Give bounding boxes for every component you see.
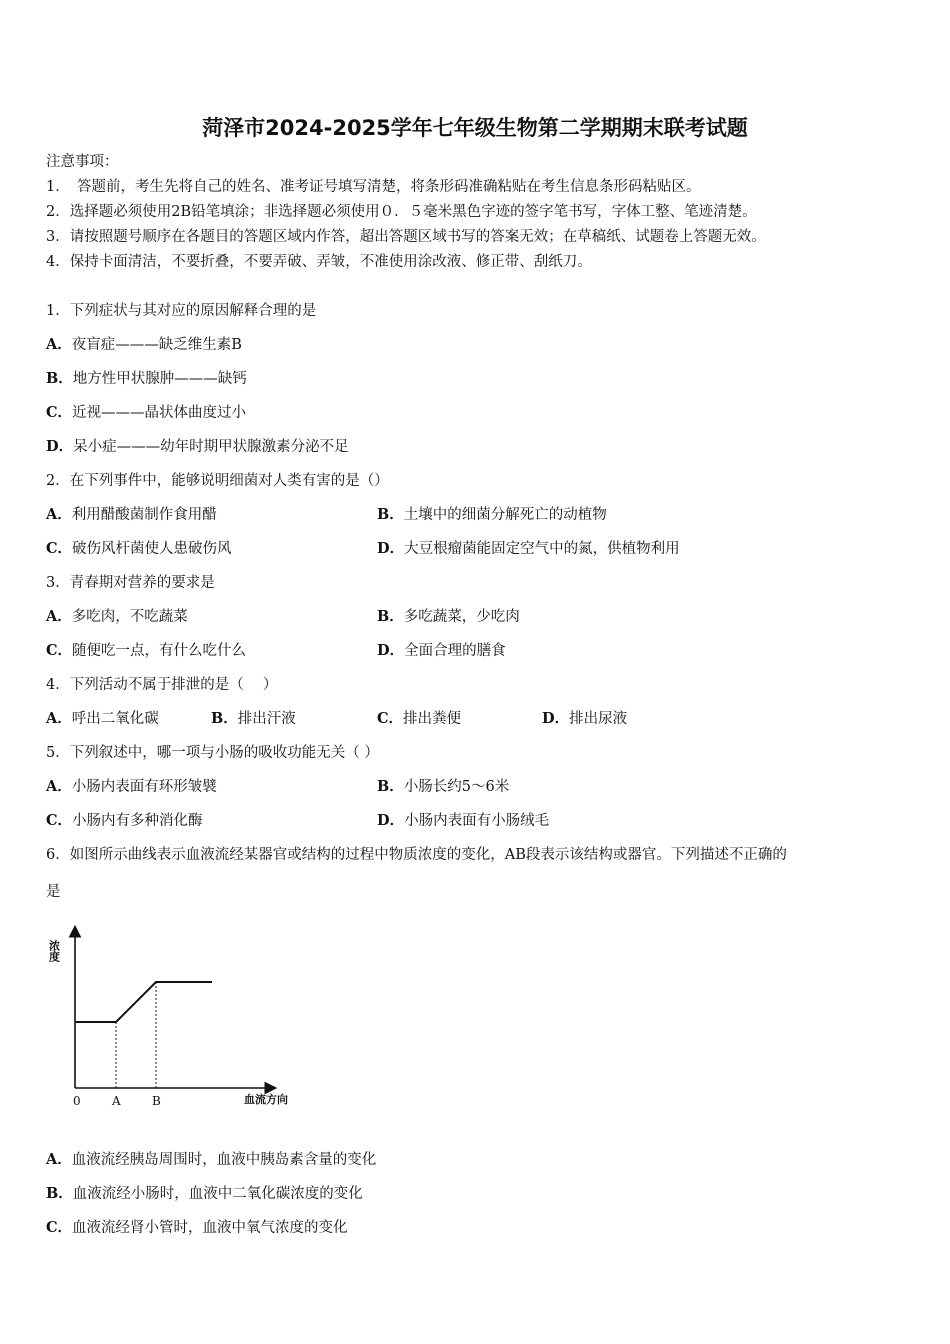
notice-heading: 注意事项：: [46, 154, 119, 170]
q1-option-d: [46, 437, 349, 457]
option-text: 小肠内表面有小肠绒毛: [404, 813, 550, 829]
q2-option-d: [377, 539, 680, 559]
option-text: 利用醋酸菌制作食用醋: [71, 507, 217, 523]
q1-option-c: [46, 403, 246, 423]
y-axis-label: 浓度: [47, 940, 61, 962]
option-label: A．: [46, 710, 72, 727]
option-label: C．: [46, 642, 73, 659]
option-text: 多吃蔬菜，少吃肉: [403, 609, 520, 625]
tick-label-origin: 0: [73, 1094, 81, 1108]
q3-option-c: [46, 641, 246, 661]
option-label: A．: [46, 336, 72, 353]
q4-option-d: [542, 709, 627, 729]
q6-option-b: [46, 1184, 363, 1204]
question-2-stem: 2．在下列事件中，能够说明细菌对人类有害的是（）: [46, 473, 389, 489]
q1-option-b: [46, 369, 247, 389]
q2-option-a: [46, 505, 217, 525]
option-label: C．: [377, 710, 404, 727]
option-text: 血液流经胰岛周围时，血液中胰岛素含量的变化: [71, 1152, 377, 1168]
notice-item: 3．请按照题号顺序在各题目的答题区域内作答，超出答题区域书写的答案无效；在草稿纸、试题卷上答题无效。: [46, 229, 766, 245]
option-text: 大豆根瘤菌能固定空气中的氮，供植物利用: [404, 541, 680, 557]
option-label: A．: [46, 506, 72, 523]
concentration-curve: [75, 982, 212, 1022]
q3-option-d: [377, 641, 506, 661]
question-4-stem: 4．下列活动不属于排泄的是（ ）: [46, 677, 278, 693]
question-6-stem-line1: 6．如图所示曲线表示血液流经某器官或结构的过程中物质浓度的变化，AB段表示该结构或器官。下列描述不正确的: [46, 847, 787, 863]
option-text: 地方性甲状腺肿———缺钙: [72, 371, 247, 387]
option-text: 呼出二氧化碳: [71, 711, 159, 727]
q2-option-b: [377, 505, 607, 525]
tick-label-b: B: [152, 1094, 161, 1108]
option-label: D．: [46, 438, 74, 455]
notice-item: 2．选择题必须使用2B铅笔填涂；非选择题必须使用０．５毫米黑色字迹的签字笔书写，字体工整、笔迹清楚。: [46, 204, 757, 220]
question-5-stem: 5．下列叙述中，哪一项与小肠的吸收功能无关（ ）: [46, 745, 379, 761]
q3-option-a: [46, 607, 188, 627]
option-label: C．: [46, 1219, 73, 1236]
option-text: 全面合理的膳食: [404, 643, 506, 659]
option-label: A．: [46, 1151, 72, 1168]
option-text: 夜盲症———缺乏维生素B: [71, 337, 242, 353]
option-text: 破伤风杆菌使人患破伤风: [72, 541, 232, 557]
option-label: D．: [377, 642, 405, 659]
option-label: A．: [46, 778, 72, 795]
option-text: 小肠长约5～6米: [403, 779, 510, 795]
question-1-stem: 1．下列症状与其对应的原因解释合理的是: [46, 303, 317, 319]
q2-option-c: [46, 539, 232, 559]
notice-item: 1． 答题前，考生先将自己的姓名、准考证号填写清楚，将条形码准确粘贴在考生信息条形码粘贴区。: [46, 179, 701, 195]
option-text: 近视———晶状体曲度过小: [72, 405, 247, 421]
q5-option-c: [46, 811, 203, 831]
option-text: 血液流经小肠时，血液中二氧化碳浓度的变化: [72, 1186, 363, 1202]
option-text: 排出汗液: [237, 711, 296, 727]
option-label: B．: [46, 1185, 73, 1202]
q5-option-a: [46, 777, 217, 797]
option-text: 血液流经肾小管时，血液中氧气浓度的变化: [72, 1220, 348, 1236]
option-label: B．: [377, 506, 404, 523]
question-6-stem-line2: 是: [46, 884, 61, 900]
question-3-stem: 3．青春期对营养的要求是: [46, 575, 215, 591]
q3-option-b: [377, 607, 520, 627]
option-label: B．: [377, 608, 404, 625]
option-text: 随便吃一点，有什么吃什么: [72, 643, 247, 659]
q4-option-a: [46, 709, 159, 729]
q4-option-b: [211, 709, 296, 729]
option-label: B．: [377, 778, 404, 795]
option-label: C．: [46, 540, 73, 557]
option-label: A．: [46, 608, 72, 625]
q4-option-c: [377, 709, 461, 729]
tick-label-a: A: [112, 1094, 121, 1108]
option-text: 呆小症———幼年时期甲状腺激素分泌不足: [73, 439, 349, 455]
option-text: 小肠内表面有环形皱襞: [71, 779, 217, 795]
option-label: C．: [46, 404, 73, 421]
option-label: D．: [377, 812, 405, 829]
option-text: 排出尿液: [569, 711, 628, 727]
option-label: D．: [377, 540, 405, 557]
q1-option-a: [46, 335, 242, 355]
option-label: B．: [46, 370, 73, 387]
option-label: D．: [542, 710, 570, 727]
q6-option-c: [46, 1218, 348, 1238]
concentration-chart: [44, 918, 314, 1118]
option-text: 排出粪便: [403, 711, 462, 727]
q5-option-d: [377, 811, 549, 831]
option-label: C．: [46, 812, 73, 829]
q6-option-a: [46, 1150, 376, 1170]
option-text: 土壤中的细菌分解死亡的动植物: [403, 507, 607, 523]
option-text: 多吃肉，不吃蔬菜: [71, 609, 188, 625]
notice-item: 4．保持卡面清洁，不要折叠，不要弄破、弄皱，不准使用涂改液、修正带、刮纸刀。: [46, 254, 592, 270]
option-label: B．: [211, 710, 238, 727]
option-text: 小肠内有多种消化酶: [72, 813, 203, 829]
x-axis-label: 血流方向: [244, 1093, 288, 1106]
q5-option-b: [377, 777, 509, 797]
exam-title: 菏泽市2024-2025学年七年级生物第二学期期末联考试题: [202, 116, 748, 140]
